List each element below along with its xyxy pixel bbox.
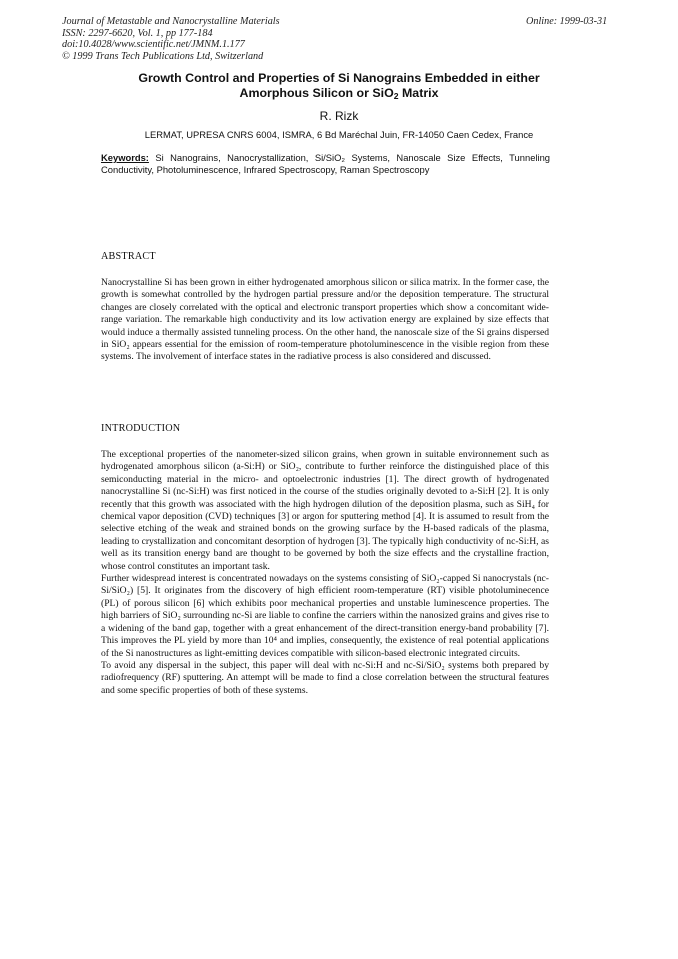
- doi-line: doi:10.4028/www.scientific.net/JMNM.1.177: [62, 39, 245, 51]
- online-date: Online: 1999-03-31: [526, 16, 608, 27]
- abstract-paragraph: Nanocrystalline Si has been grown in either hydrogenated amorphous silicon or silica matrix. In the former case, the growth is somewhat controlled by the hydrogen partial pressure and/or the deposition temperature. The structural changes are closely correlated with the optical and electronic transport properties which show a concomitant wide-range variation. The remarkable high conductivity and its low activation energy are explained by size effects that would induce a thermally assisted tunneling process. On the other hand, the nanoscale size of the Si grains dispersed in SiO₂ appears essential for the emission of room-temperature photoluminescence in the visible region from these systems. The involvement of interface states in the radiative process is also considered and discussed.: [101, 277, 549, 363]
- copyright-line: © 1999 Trans Tech Publications Ltd, Switzerland: [62, 50, 264, 62]
- title-line-1: Growth Control and Properties of Si Nanograins Embedded in either: [138, 71, 540, 85]
- keywords-text: Si Nanograins, Nanocrystallization, Si/SiO₂ Systems, Nanoscale Size Effects, Tunneling Conductivity, Photoluminescence, Infrared Spectroscopy, Raman Spectroscopy: [101, 152, 550, 175]
- author-name: R. Rizk: [319, 109, 359, 123]
- intro-paragraph-1: The exceptional properties of the nanometer-sized silicon grains, when grown in suitable environnement such as hydrogenated amorphous silicon (a-Si:H) or SiO₂, contribute to further reinforce the distinguished place of this semiconducting material in the micro- and optoelectronic industries [1]. The direct growth of hydrogenated nanocrystalline Si (nc-Si:H) was first noticed in the course of the studies originally devoted to a-Si:H [2]. It is only recently that this growth was associated with the high hydrogen dilution of the deposition plasma, such as SiH₄ for chemical vapor deposition (CVD) techniques [3] or argon for sputtering method [4]. It is assumed to result from the selective etching of the weak and strained bonds on the growing surface by the H-based radicals of the plasma, leading to crystallization and concomitant desorption of hydrogen [3]. The typically high conductivity of nc-Si:H, as well as its transition energy band are thought to be governed by both the size effects and the crystalline fraction, whose control constitutes an important task.: [101, 449, 549, 572]
- intro-paragraph-2: Further widespread interest is concentrated nowadays on the systems consisting of SiO₂-capped Si nanocrystals (nc-Si/SiO₂) [5]. It originates from the discovery of high efficient room-temperature (RT) visible photoluminecence (PL) of porous silicon [6] which exhibits poor mechanical properties and unstable luminescence properties. The high barriers of SiO₂ surrounding nc-Si are liable to confine the carriers within the nanosized grains and gives rise to a widening of the band gap, together with a great enhancement of the direct-transition energy-band probability [7]. This improves the PL yield by more than 10⁴ and implies, consequently, the existence of real potential applications of the Si nanostructures as light-emitting devices compatible with silicon-based electronic integrated circuits.: [101, 573, 549, 659]
- paper-title: [80, 71, 598, 101]
- introduction-heading: INTRODUCTION: [101, 423, 181, 434]
- issn-line: ISSN: 2297-6620, Vol. 1, pp 177-184: [62, 27, 213, 39]
- abstract-heading: ABSTRACT: [101, 251, 156, 262]
- intro-paragraph-3: To avoid any dispersal in the subject, this paper will deal with nc-Si:H and nc-Si/SiO₂ systems both prepared by radiofrequency (RF) sputtering. An attempt will be made to find a close correlation between the structural features and some specific properties of both of these systems.: [101, 659, 549, 696]
- affiliation: LERMAT, UPRESA CNRS 6004, ISMRA, 6 Bd Maréchal Juin, FR-14050 Caen Cedex, France: [144, 129, 534, 140]
- introduction-text: [101, 449, 549, 697]
- keywords: [101, 152, 550, 176]
- keywords-label: Keywords:: [101, 152, 149, 163]
- title-line-2: Amorphous Silicon or SiO$_2$ Matrix: [239, 86, 439, 101]
- journal-name: Journal of Metastable and Nanocrystalline Materials: [62, 16, 280, 27]
- abstract-text: [101, 277, 549, 364]
